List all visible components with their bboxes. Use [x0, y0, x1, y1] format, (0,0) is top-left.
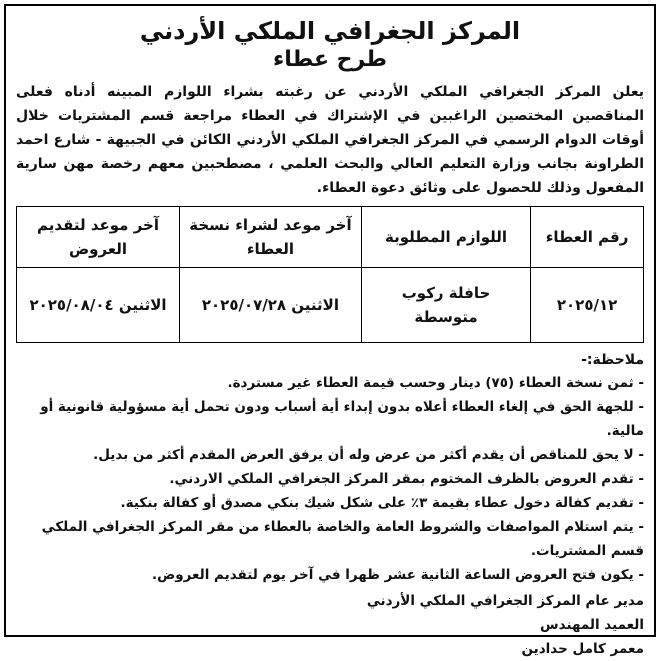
note-item: - تقديم كفالة دخول عطاء بقيمة ٣٪ على شكل شيك بنكي مصدق أو كفالة بنكية. — [16, 491, 644, 515]
organization-title: المركز الجغرافي الملكي الأردني — [139, 17, 521, 45]
cell-submission-deadline: الاثنين ٢٠٢٥/٠٨/٠٤ — [17, 268, 180, 343]
tender-table — [16, 206, 644, 343]
signature-title: مدير عام المركز الجغرافي الملكي الأردني — [366, 593, 644, 609]
cell-purchase-deadline: الاثنين ٢٠٢٥/٠٧/٢٨ — [180, 268, 362, 343]
announcement-subtitle: طرح عطاء — [273, 47, 387, 72]
advertisement-frame — [4, 4, 656, 657]
header-tender-number: رقم العطاء — [531, 207, 644, 268]
signature-block — [16, 589, 644, 661]
signature-rank: العميد المهندس — [540, 617, 644, 633]
note-item: - يتم استلام المواصفات والشروط العامة والخاصة بالعطاء من مقر المركز الجغرافي الملكي قسم المشتريات. — [16, 515, 644, 563]
notes-heading: ملاحظة:- — [581, 352, 644, 368]
note-item: - للجهة الحق في إلغاء العطاء أعلاه بدون إبداء أية أسباب ودون تحمل أية مسؤولية قانونية أو مالية. — [16, 395, 644, 443]
note-item: - ثمن نسخة العطاء (٧٥) دينار وحسب قيمة العطاء غير مستردة. — [16, 371, 644, 395]
advertisement-content — [16, 16, 644, 661]
header-required-supplies: اللوازم المطلوبة — [361, 207, 530, 268]
table-header-row — [17, 207, 644, 268]
signature-name: معمر كامل حدادين — [521, 641, 644, 657]
note-item: - تقدم العروض بالظرف المختوم بمقر المركز الجغرافي الملكي الاردني. — [16, 467, 644, 491]
note-item: - يكون فتح العروض الساعة الثانية عشر ظهرا في آخر يوم لتقديم العروض. — [16, 563, 644, 587]
cell-tender-number: ٢٠٢٥/١٢ — [531, 268, 644, 343]
table-row — [17, 268, 644, 343]
header-purchase-deadline: آخر موعد لشراء نسخة العطاء — [180, 207, 362, 268]
note-item: - لا يحق للمناقص أن يقدم أكثر من عرض وله أن يرفق العرض المقدم أكثر من بديل. — [16, 443, 644, 467]
header-submission-deadline: آخر موعد لتقديم العروض — [17, 207, 180, 268]
cell-required-supplies: حافلة ركوب متوسطة — [361, 268, 530, 343]
notes-list — [16, 371, 644, 587]
intro-paragraph: يعلن المركز الجغرافي الملكي الأردني عن رغبته بشراء اللوازم المبينه أدناه فعلى المناقصين المختصين الراغبين في الإشتراك في العطاء مراجعة قسم المشتريات خلال أوقات الدوام الرسمي في المركز الجغرافي الملكي الأردني الكائن في الجبيهة - شارع احمد الطراونة بجانب وزارة التعليم العالي والبحث العلمي ، مصطحبين معهم رخصة مهن سارية المفعول وذلك للحصول على وثائق دعوة العطاء. — [16, 84, 644, 196]
